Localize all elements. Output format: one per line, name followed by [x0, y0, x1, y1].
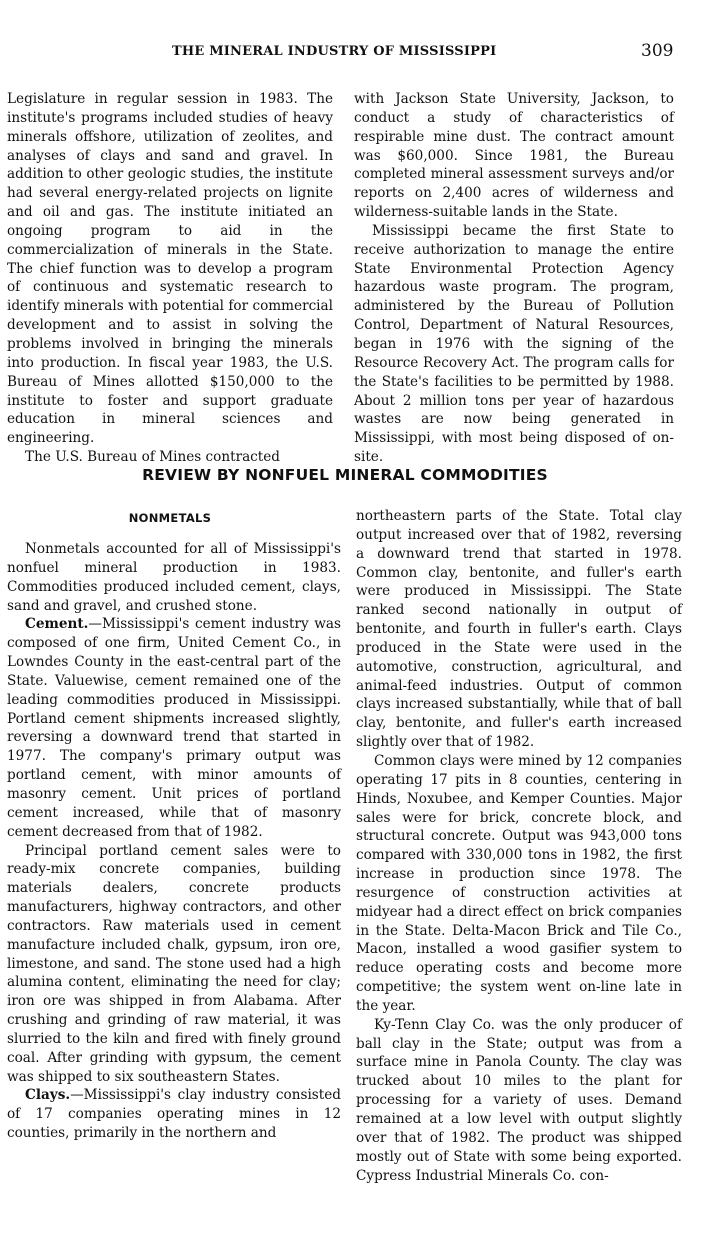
paragraph: Principal portland cement sales were to ready-mix concrete companies, building materials dealers, concrete products manufacturers, highway contractors, and other contractors. Raw materials used in cement manufacture included chalk, gypsum, iron ore, limestone, and sand. The stone used had a high alumina content, eliminating the need for clay; iron ore was shipped in from Alabama. After crushing and grinding of raw material, it was slurried to the kiln and fired with finely ground coal. After grinding with gypsum, the cement was shipped to six southeastern States.	[7, 842, 341, 1085]
running-header	[0, 41, 712, 64]
column-top-left	[7, 90, 333, 467]
runin-heading-cement: Cement.	[25, 616, 89, 633]
paragraph: Mississippi became the first State to receive authorization to manage the entire State Environmental Protection Agency hazardous waste program. The program, administered by the Bureau of Pollution Control, Department of Natural Resources, began in 1976 with the signing of the Resource Recovery Act. The program calls for the State's facilities to be permitted by 1988. About 2 million tons per year of hazardous wastes are now being generated in Mississippi, with most being disposed of on-site.	[354, 222, 674, 466]
paragraph: Nonmetals accounted for all of Mississippi's nonfuel mineral production in 1983. Commodities produced included cement, clays, sand and gravel, and crushed stone.	[7, 541, 341, 614]
column-top-right	[354, 90, 674, 467]
running-title: THE MINERAL INDUSTRY OF MISSISSIPPI	[172, 44, 497, 59]
paragraph: Ky-Tenn Clay Co. was the only producer of ball clay in the State; output was from a surface mine in Panola County. The clay was trucked about 10 miles to the plant for processing for a variety of uses. Demand remained at a low level with output slightly over that of 1982. The product was shipped mostly out of State with some being exported. Cypress Industrial Minerals Co. con-	[356, 1016, 682, 1184]
paragraph: The U.S. Bureau of Mines contracted	[25, 449, 280, 466]
paragraph-clays	[7, 1086, 341, 1143]
paragraph-text: —Mississippi's cement industry was composed of one firm, United Cement Co., in Lowndes County in the east-central part of the State. Valuewise, cement remained one of the leading commodities produced in Mississippi. Portland cement shipments increased slightly, reversing a downward trend that started in 1977. The company's primary output was portland cement, with minor amounts of masonry cement. Unit prices of portland cement increased, while that of masonry cement decreased from that of 1982.	[7, 616, 341, 840]
paragraph: Legislature in regular session in 1983. The institute's programs included studies of heavy minerals offshore, utilization of zeolites, and analyses of clays and sand and gravel. In addition to other geologic studies, the institute had several energy-related projects on lignite and oil and gas. The institute initiated an ongoing program to aid in the commercialization of minerals in the State. The chief function was to develop a program of continuous and systematic research to identify minerals with potential for commercial development and to assist in solving the problems involved in bringing the minerals into production. In fiscal year 1983, the U.S. Bureau of Mines allotted $150,000 to the institute to foster and support graduate education in mineral sciences and engineering.	[7, 91, 333, 447]
column-bottom-left	[7, 540, 341, 1143]
paragraph-cement	[7, 615, 341, 841]
paragraph: with Jackson State University, Jackson, to conduct a study of characteristics of respirable mine dust. The contract amount was $60,000. Since 1981, the Bureau completed mineral assessment surveys and/or reports on 2,400 acres of wilderness and wilderness-suitable lands in the State.	[354, 91, 674, 221]
column-bottom-right	[356, 507, 682, 1185]
paragraph: northeastern parts of the State. Total clay output increased over that of 1982, reversing a downward trend that started in 1978. Common clay, bentonite, and fuller's earth were produced in Mississippi. The State ranked second nationally in output of bentonite, and fourth in fuller's earth. Clays produced in the State were used in the automotive, construction, agricultural, and animal-feed industries. Output of common clays increased substantially, while that of ball clay, bentonite, and fuller's earth increased slightly over that of 1982.	[356, 508, 682, 751]
page-number: 309	[641, 41, 674, 61]
subsection-heading: NONMETALS	[128, 511, 212, 525]
paragraph: Common clays were mined by 12 companies operating 17 pits in 8 counties, centering in Hinds, Noxubee, and Kemper Counties. Major sales were for brick, concrete block, and structural concrete. Output was 943,000 tons compared with 330,000 tons in 1982, the first increase in production since 1978. The resurgence of construction activities at midyear had a direct effect on brick companies in the State. Delta-Macon Brick and Tile Co., Macon, installed a wood gasifier system to reduce operating costs and become more competitive; the system went on-line late in the year.	[356, 752, 682, 1014]
paragraph-text: —Mississippi's clay industry consisted of 17 companies operating mines in 12 counties, primarily in the northern and	[7, 1087, 341, 1142]
runin-heading-clays: Clays.	[25, 1087, 71, 1104]
section-heading: REVIEW BY NONFUEL MINERAL COMMODITIES	[142, 466, 548, 484]
